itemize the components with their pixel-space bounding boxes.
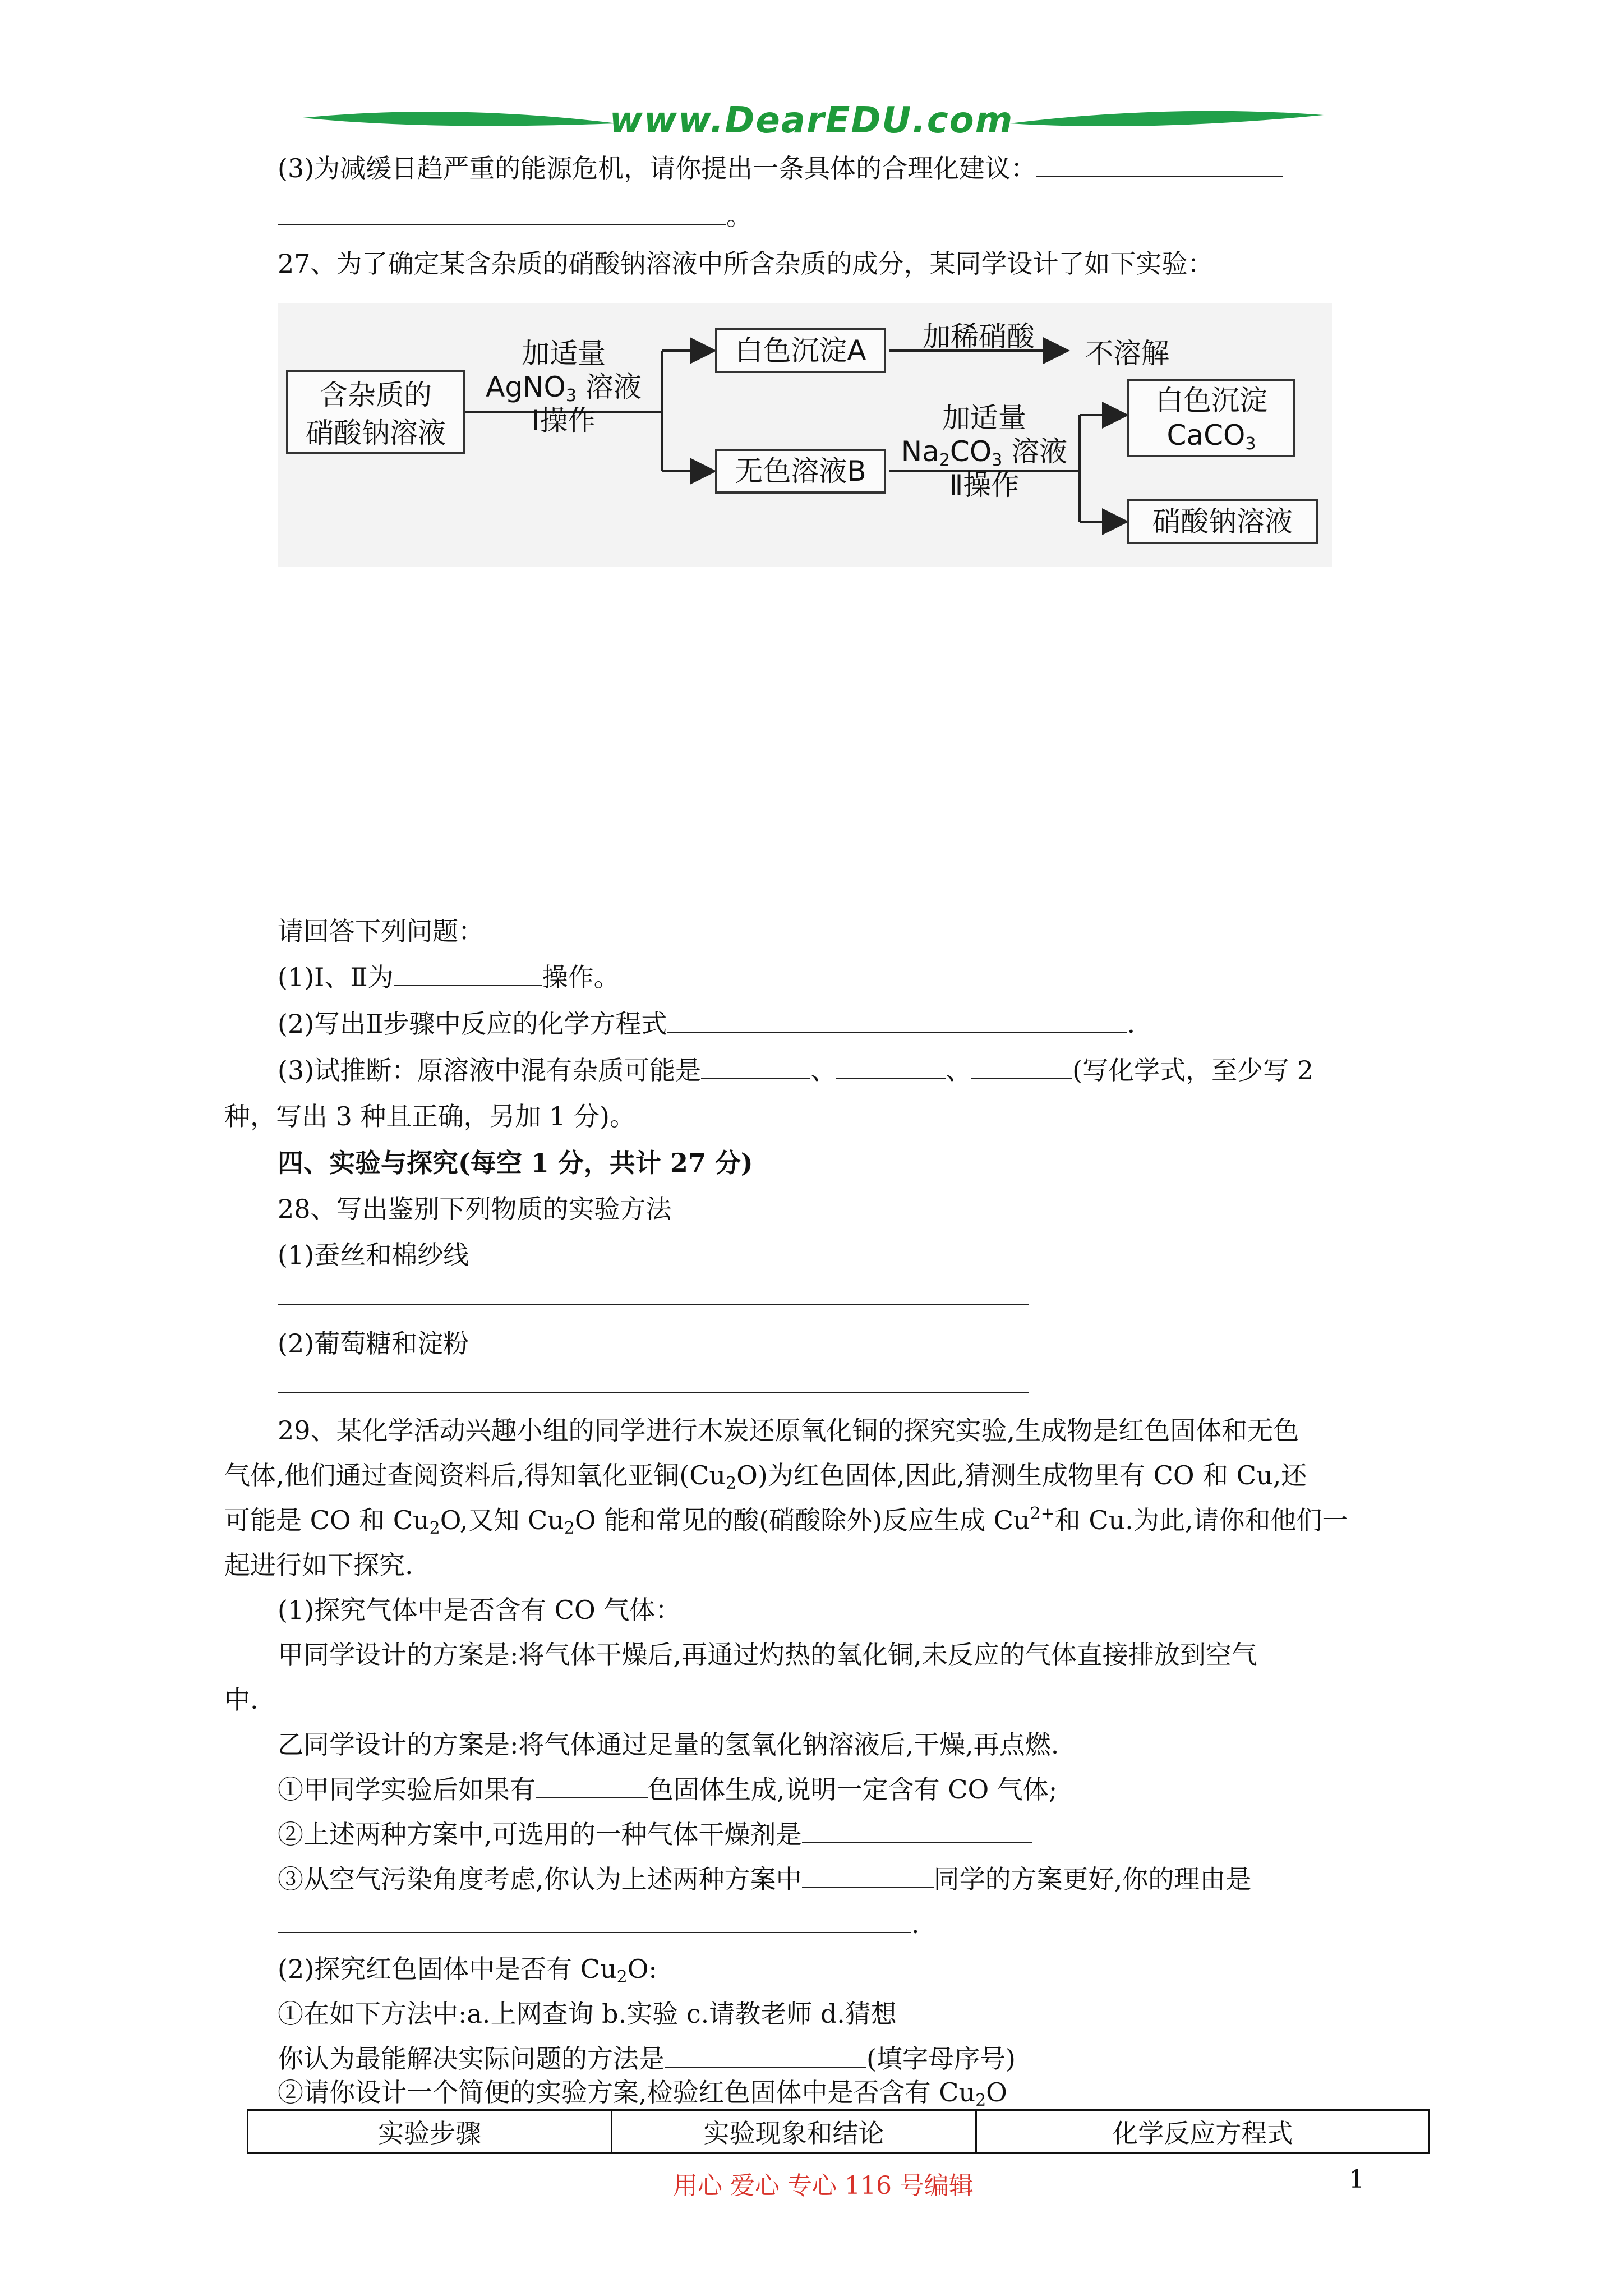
answer-blank[interactable] [278, 1907, 911, 1933]
q28-intro: 28、写出鉴别下列物质的实验方法 [278, 1194, 672, 1224]
solution-b-box: 无色溶液B [715, 449, 886, 494]
start-solution-box: 含杂质的 硝酸钠溶液 [286, 370, 465, 454]
answer-table [247, 2109, 1430, 2154]
experiment-flowchart [278, 303, 1332, 567]
q29-jia-plan: 甲同学设计的方案是:将气体干燥后,再通过灼热的氧化铜,未反应的气体直接排放到空气 [278, 1640, 1257, 1670]
q29-line3: 可能是 CO 和 $Cu_2O$,又知 $Cu_2O$ 能和常见的酸(硝酸除外)反应生成 $Cu^{2+}$和 Cu.为此,请你和他们一 [224, 1504, 1348, 1538]
answer-blank[interactable] [802, 1862, 934, 1888]
answer-blank[interactable] [665, 2042, 866, 2068]
q29-line4: 起进行如下探究. [224, 1550, 413, 1580]
q29-question1: ①甲同学实验后如果有 色固体生成,说明一定含有 CO 气体; [278, 1773, 1057, 1806]
table-row [248, 2110, 1430, 2154]
q29-yi-plan: 乙同学设计的方案是:将气体通过足量的氢氧化钠溶液后,干燥,再点燃. [278, 1729, 1059, 1760]
insoluble-label: 不溶解 [1085, 337, 1169, 370]
q28-part1: (1)蚕丝和棉纱线 [278, 1240, 469, 1270]
q27-part3: (3)试推断：原溶液中混有杂质可能是 、 、 (写化学式，至少写 2 [278, 1053, 1313, 1087]
answer-blank[interactable] [667, 1007, 1127, 1033]
q26-part3-cont: 。 [278, 199, 752, 233]
answer-blank[interactable] [278, 199, 726, 225]
q29-section2: (2)探究红色固体中是否有 $Cu_2O$: [278, 1954, 657, 1987]
q29-question3: ③从空气污染角度考虑,你认为上述两种方案中 同学的方案更好,你的理由是 [278, 1862, 1251, 1896]
step2-label: 加适量 $Na_2CO_3$ 溶液 Ⅱ操作 [901, 402, 1068, 501]
answer-blank[interactable] [971, 1053, 1072, 1079]
q27-part1: (1)Ⅰ、Ⅱ为 操作。 [278, 960, 620, 994]
answer-blank[interactable] [802, 1818, 1032, 1843]
step1-label: 加适量 AgNO$_3$ 溶液 Ⅰ操作 [486, 337, 642, 437]
answer-blank[interactable] [701, 1053, 810, 1079]
footer-editor-note: 用心 爱心 专心 116 号编辑 [673, 2171, 974, 2200]
q28-answer1-line[interactable] [278, 1279, 1029, 1305]
q29-question2: ②上述两种方案中,可选用的一种气体干燥剂是 [278, 1818, 1032, 1851]
q29-section1: (1)探究气体中是否含有 CO 气体： [278, 1595, 681, 1625]
q29-method-list: ①在如下方法中:a.上网查询 b.实验 c.请教老师 d.猜想 [278, 1999, 897, 2029]
q29-design-question: ②请你设计一个简便的实验方案,检验红色固体中是否含有 $Cu_2O$ [278, 2077, 1007, 2110]
q27-ask: 请回答下列问题： [278, 916, 484, 946]
q29-method-question: 你认为最能解决实际问题的方法是 (填字母序号) [278, 2042, 1016, 2076]
precipitate-a-box: 白色沉淀A [715, 328, 886, 373]
answer-blank[interactable] [836, 1053, 946, 1079]
section4-title: 四、实验与探究(每空 1 分，共计 27 分) [278, 1148, 753, 1178]
q28-answer2-line[interactable] [278, 1368, 1029, 1393]
acid-label: 加稀硝酸 [923, 320, 1035, 353]
page-number: 1 [1349, 2165, 1364, 2194]
table-header: 实验步骤 [248, 2110, 612, 2154]
q29-question3-cont: . [278, 1907, 920, 1941]
q27-part3-cont: 种，写出 3 种且正确，另加 1 分)。 [224, 1101, 635, 1131]
q29-line2: 气体,他们通过查阅资料后,得知氧化亚铜$(Cu_2O)$为红色固体,因此,猜测生成物里有 CO 和 Cu,还 [224, 1460, 1307, 1493]
table-header: 实验现象和结论 [612, 2110, 976, 2154]
q27-intro: 27、为了确定某含杂质的硝酸钠溶液中所含杂质的成分，某同学设计了如下实验： [278, 249, 1214, 279]
site-logo-text: www.DearEDU.com [609, 100, 1014, 141]
nano3-box: 硝酸钠溶液 [1127, 499, 1318, 544]
answer-blank[interactable] [536, 1773, 648, 1798]
q27-part2: (2)写出Ⅱ步骤中反应的化学方程式 . [278, 1007, 1135, 1041]
q29-jia-plan-cont: 中. [224, 1685, 259, 1715]
q29-line1: 29、某化学活动兴趣小组的同学进行木炭还原氧化铜的探究实验,生成物是红色固体和无色 [278, 1415, 1299, 1446]
answer-blank[interactable] [1036, 151, 1283, 177]
caco3-box: 白色沉淀 CaCO$_3$ [1127, 379, 1295, 457]
table-header: 化学反应方程式 [976, 2110, 1429, 2154]
q26-part3: (3)为减缓日趋严重的能源危机，请你提出一条具体的合理化建议： [278, 151, 1283, 185]
q28-part2: (2)葡萄糖和淀粉 [278, 1328, 469, 1359]
answer-blank[interactable] [394, 960, 542, 986]
